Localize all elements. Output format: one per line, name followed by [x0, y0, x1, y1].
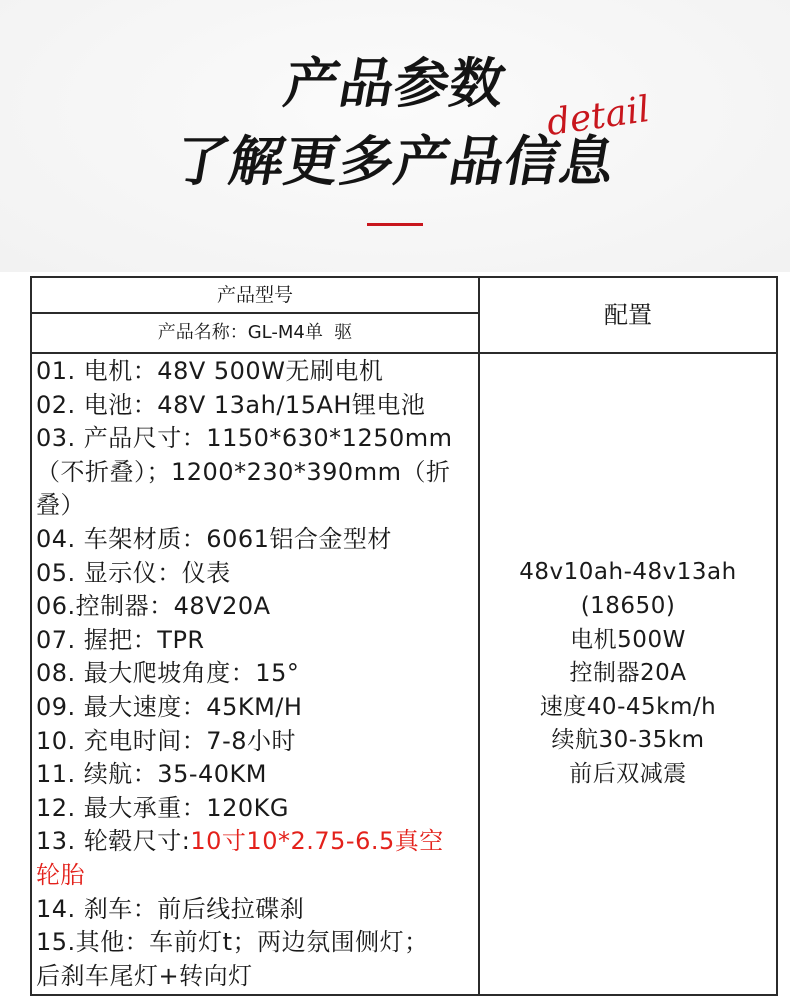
spec-item-motor — [36, 355, 478, 389]
config-controller: 控制器20A — [569, 660, 687, 687]
spec-line — [36, 859, 478, 893]
config-column — [480, 278, 776, 994]
spec-line: 04. 车架材质：6061铝合金型材 — [36, 524, 392, 553]
spec-item-charge-time — [36, 725, 478, 759]
config-battery: 48v10ah-48v13ah — [519, 559, 737, 586]
page-subtitle — [0, 130, 790, 194]
spec-item-controller — [36, 590, 478, 624]
spec-item-max-climb — [36, 657, 478, 691]
spec-item-max-speed — [36, 691, 478, 725]
page-subtitle-text: 了解更多产品信息 — [169, 130, 621, 193]
spec-highlight: 10寸10*2.75-6.5真空 — [190, 827, 444, 856]
config-speed: 速度40-45km/h — [539, 693, 717, 720]
spec-line: 叠） — [36, 491, 85, 520]
spec-line: 07. 握把：TPR — [36, 625, 205, 654]
header-config-label: 配置 — [480, 278, 776, 354]
header-product-name: 产品名称：GL-M4单 驱 — [32, 314, 478, 354]
config-range: 续航30-35km — [551, 727, 705, 754]
config-list — [480, 354, 776, 994]
spec-item-brakes — [36, 893, 478, 927]
spec-item-other — [36, 926, 478, 993]
spec-table — [30, 276, 778, 996]
spec-item-dimensions — [36, 422, 478, 523]
spec-item-grip — [36, 624, 478, 658]
spec-line: 02. 电池：48V 13ah/15AH锂电池 — [36, 390, 426, 419]
spec-highlight: 轮胎 — [36, 860, 85, 889]
spec-line: 后刹车尾灯+转向灯 — [36, 961, 253, 990]
config-suspension: 前后双减震 — [569, 760, 687, 787]
spec-item-display — [36, 557, 478, 591]
detail-script-text: detail — [544, 89, 653, 144]
spec-line: 03. 产品尺寸：1150*630*1250mm — [36, 424, 453, 453]
page-title-text: 产品参数 — [279, 52, 511, 115]
config-cell-type: (18650) — [580, 593, 676, 620]
spec-line: 12. 最大承重：120KG — [36, 793, 289, 822]
spec-line: 08. 最大爬坡角度：15° — [36, 659, 300, 688]
config-motor: 电机500W — [570, 626, 686, 653]
spec-item-wheel-hub — [36, 825, 478, 892]
spec-line: 06.控制器：48V20A — [36, 592, 271, 621]
spec-line: （不折叠）；1200*230*390mm（折 — [36, 457, 451, 486]
spec-item-frame-material — [36, 523, 478, 557]
spec-line: 09. 最大速度：45KM/H — [36, 692, 303, 721]
spec-line: 15.其他：车前灯t；两边氛围侧灯； — [36, 928, 429, 957]
spec-line: 10. 充电时间：7-8小时 — [36, 726, 296, 755]
spec-line: 01. 电机：48V 500W无刷电机 — [36, 357, 384, 385]
spec-list — [32, 354, 478, 994]
spec-item-max-load — [36, 792, 478, 826]
spec-item-range — [36, 758, 478, 792]
spec-label: 13. 轮毂尺寸: — [36, 827, 191, 856]
header-model-label: 产品型号 — [32, 278, 478, 314]
spec-line: 05. 显示仪：仪表 — [36, 558, 231, 587]
accent-bar — [367, 223, 423, 226]
hero-banner — [0, 0, 790, 272]
spec-line: 14. 刹车：前后线拉碟刹 — [36, 894, 305, 923]
spec-line: 11. 续航：35-40KM — [36, 760, 267, 789]
spec-line — [36, 825, 478, 859]
spec-column — [32, 278, 480, 994]
spec-item-battery — [36, 389, 478, 423]
page-title — [0, 52, 790, 116]
